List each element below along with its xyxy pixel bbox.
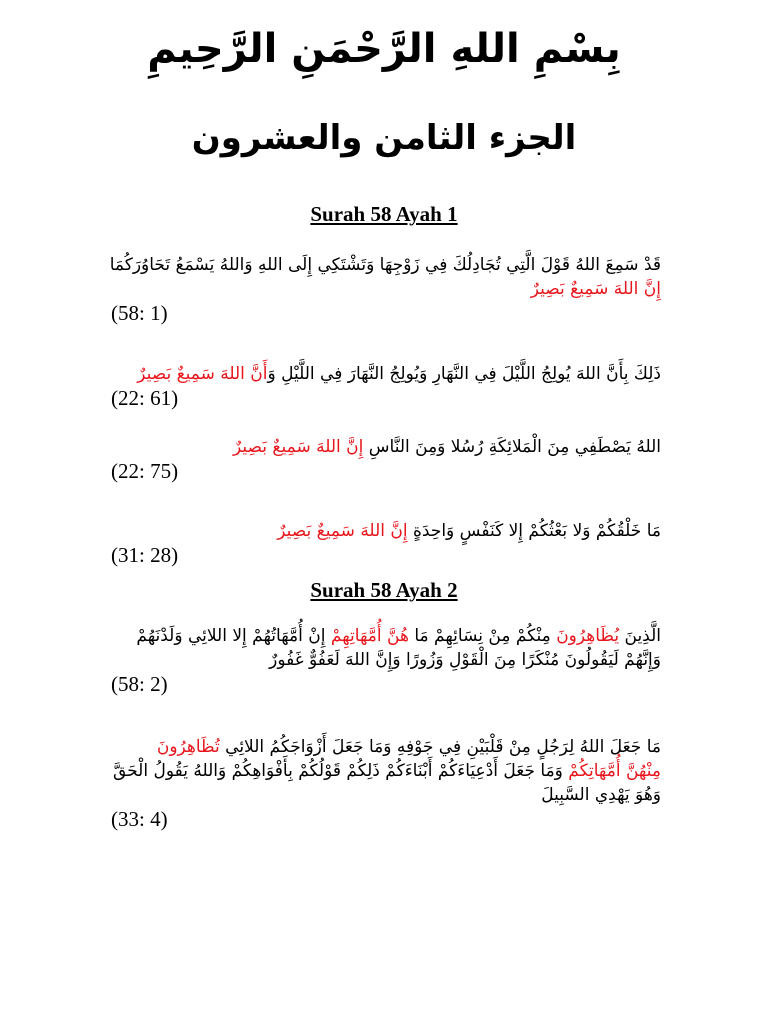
highlighted-text: هُنَّ أُمَّهَاتِهِمْ: [330, 626, 409, 646]
ayah-entry: [111, 624, 661, 697]
arabic-text: اللهُ يَصْطَفِي مِنَ الْمَلائِكَةِ رُسُلا وَمِنَ النَّاسِ: [363, 437, 661, 457]
arabic-text: ذَلِكَ بِأَنَّ اللهَ يُولِجُ اللَّيْلَ فِي النَّهَارِ وَيُولِجُ النَّهَارَ فِي اللَّيْلِ وَ: [267, 364, 661, 384]
ayah-entry: [111, 519, 661, 568]
verse-reference: (33: 4): [111, 807, 168, 831]
verse-reference: (58: 2): [111, 672, 168, 696]
arabic-line: [111, 759, 661, 783]
arabic-text: الَّذِينَ: [619, 626, 661, 646]
highlighted-text: إِنَّ اللهَ سَمِيعٌ بَصِيرٌ: [530, 279, 661, 299]
arabic-text: قَدْ سَمِعَ اللهُ قَوْلَ الَّتِي تُجَادِلُكَ فِي زَوْجِهَا وَتَشْتَكِي إِلَى اللهِ وَاللهُ يَسْمَعُ تَحَاوُرَكُمَا: [109, 255, 661, 275]
highlighted-text: أَنَّ اللهَ سَمِيعٌ بَصِيرٌ: [137, 364, 268, 384]
ayah-entry: [111, 435, 661, 484]
arabic-line: [111, 519, 661, 543]
arabic-line: [111, 624, 661, 648]
verse-reference: (58: 1): [111, 301, 168, 325]
ayah-entry: [111, 362, 661, 411]
juz-title: الجزء الثامن والعشرون: [191, 118, 577, 158]
section-title: Surah 58 Ayah 2: [310, 578, 458, 602]
arabic-text: وَهُوَ يَهْدِي السَّبِيلَ: [541, 785, 661, 805]
arabic-text: مِنْكُمْ مِنْ نِسَائِهِمْ مَا: [408, 626, 557, 646]
verse-reference: (31: 28): [111, 543, 179, 567]
verse-reference: (22: 75): [111, 459, 179, 483]
basmala-calligraphy: بِسْمِ اللهِ الرَّحْمَنِ الرَّحِيمِ: [147, 26, 621, 72]
arabic-text: مَا جَعَلَ اللهُ لِرَجُلٍ مِنْ قَلْبَيْنِ فِي جَوْفِهِ وَمَا جَعَلَ أَزْوَاجَكُمُ اللائِي: [219, 737, 661, 757]
highlighted-text: إِنَّ اللهَ سَمِيعٌ بَصِيرٌ: [233, 437, 364, 457]
highlighted-text: يُظَاهِرُونَ: [556, 626, 620, 646]
arabic-line: [111, 648, 661, 672]
arabic-line: [111, 277, 661, 301]
highlighted-text: تُظَاهِرُونَ: [156, 737, 220, 757]
arabic-line: [111, 783, 661, 807]
arabic-text: وَإِنَّهُمْ لَيَقُولُونَ مُنْكَرًا مِنَ الْقَوْلِ وَزُورًا وَإِنَّ اللهَ لَعَفُوٌّ غَفُورٌ: [269, 650, 661, 670]
highlighted-text: إِنَّ اللهَ سَمِيعٌ بَصِيرٌ: [277, 521, 408, 541]
section-title: Surah 58 Ayah 1: [310, 202, 458, 226]
arabic-line: [111, 435, 661, 459]
arabic-line: [111, 735, 661, 759]
arabic-text: إِنْ أُمَّهَاتُهُمْ إِلا اللائِي وَلَدْنَهُمْ: [136, 626, 331, 646]
arabic-line: [111, 253, 661, 277]
arabic-text: مَا خَلْقُكُمْ وَلا بَعْثُكُمْ إِلا كَنَفْسٍ وَاحِدَةٍ: [407, 521, 661, 541]
arabic-line: [111, 362, 661, 386]
arabic-text: وَمَا جَعَلَ أَدْعِيَاءَكُمْ أَبْنَاءَكُمْ ذَلِكُمْ قَوْلُكُمْ بِأَفْوَاهِكُمْ وَاللهُ يَقُولُ الْحَقَّ: [113, 761, 569, 781]
highlighted-text: مِنْهُنَّ أُمَّهَاتِكُمْ: [568, 761, 661, 781]
ayah-entry: [111, 735, 661, 832]
ayah-entry: [111, 253, 661, 326]
verse-reference: (22: 61): [111, 386, 179, 410]
